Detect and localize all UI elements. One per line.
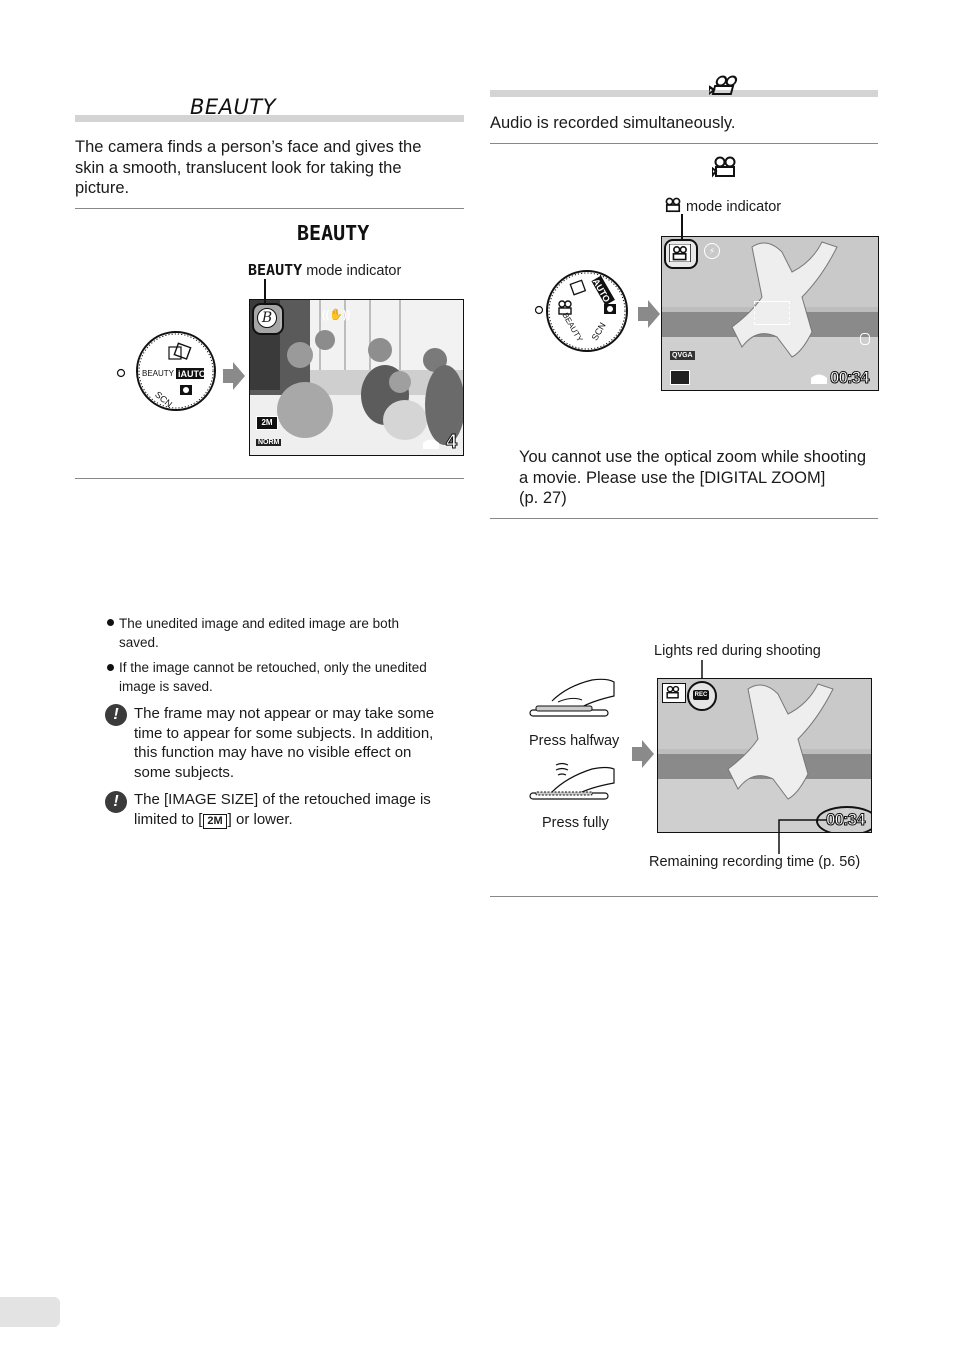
audio-note: Audio is recorded simultaneously. [490,114,736,132]
dial-auto-label: iAUTO [589,274,613,304]
zoom-note-line: a movie. Please use the [DIGITAL ZOOM] [519,468,826,487]
lcd-screen-movie [661,236,879,391]
bullet-dot [107,619,114,626]
af-target-mark [754,301,790,325]
caution-text: ] or lower. [227,810,293,828]
beauty-mode-indicator-icon [252,303,284,335]
remaining-time: 00:34 [830,368,869,387]
compression-icon: NORM [258,439,280,446]
bullet-item [119,614,464,652]
beauty-sub-label: BEAUTY [297,221,370,245]
flash-off-icon: ⚡ [704,243,720,259]
arrow-icon [223,362,245,390]
bullet-dot [107,664,114,671]
caution-icon: ! [105,704,127,726]
press-halfway-label: Press halfway [529,733,620,749]
divider [75,208,464,209]
shutter-press-halfway-illustration [522,676,617,722]
bullet-line: saved. [119,635,159,650]
divider [75,478,464,479]
beauty-letter: B [257,308,277,328]
mode-dial-movie [530,268,635,360]
caution-line: The frame may not appear or may take some [134,705,435,722]
microphone-icon [860,333,870,345]
dial-scn-label: SCN [153,389,175,410]
intro-line: picture. [75,179,130,197]
bullet-line: If the image cannot be retouched, only the unedited [119,660,427,675]
caution-icon: ! [105,791,127,813]
page-number-tab [0,1297,60,1327]
indicator-pointer-line [677,214,687,240]
bullet-line: image is saved. [119,679,213,694]
movie-mode-small-icon [664,197,682,213]
caution-note [134,790,464,829]
remaining-time: 00:34 [826,810,865,829]
image-size-icon: 2M [256,416,278,430]
indicator-text: mode indicator [686,199,782,215]
rec-label: REC [694,692,708,698]
zoom-note-line: (p. 27) [519,489,567,507]
zoom-note-line: You cannot use the optical zoom while shooting [519,448,867,466]
memory-icon [810,373,828,385]
dial-auto-label: iAUTO [178,369,206,379]
mode-dial-beauty [112,325,224,417]
dial-beauty-label: BEAUTY [142,369,175,378]
beauty-intro [75,137,465,199]
lcd-screen-recording [657,678,872,833]
caution-note [134,704,464,782]
section-heading-beauty: BEAUTY [190,95,277,119]
caution-line: this function may have no visible effect on [134,744,412,761]
remaining-pointer-line [775,816,835,854]
intro-line: skin a smooth, translucent look for taking the [75,158,402,177]
caution-line: time to appear for some subjects. In addition, [134,724,434,742]
memory-icon [422,438,440,450]
caution-line [134,810,464,830]
movie-sub-icon [712,156,738,178]
caution-text: limited to [ [134,810,203,828]
lcd-screen-beauty [249,299,464,456]
movie-mode-indicator-icon [664,239,698,269]
remaining-time-label: Remaining recording time (p. 56) [649,854,861,870]
press-fully-label: Press fully [542,815,609,831]
image-size-2m-icon: 2M [203,814,226,829]
image-stabilizer-icon: ((✋)) [322,309,351,321]
movie-mode-icon [662,683,686,703]
caution-line: The [IMAGE SIZE] of the retouched image is [134,791,431,808]
bullet-line: The unedited image and edited image are both [119,616,399,631]
intro-line: The camera finds a person’s face and gives the [75,138,422,156]
shots-remaining: 4 [446,431,458,453]
divider [490,143,878,144]
divider [490,896,878,897]
movie-memory-icon [670,370,690,385]
shutter-press-fully-illustration [522,757,617,803]
beauty-indicator-caption [248,261,401,279]
rec-indicator [687,681,717,711]
caution-line: some subjects. [134,763,235,781]
lights-red-label: Lights red during shooting [654,643,821,659]
indicator-pointer-line [260,279,270,303]
section-heading-bar-movie [490,90,878,97]
divider [490,518,878,519]
beauty-indicator-prefix: BEAUTY [248,261,303,279]
indicator-text: mode indicator [306,263,402,279]
image-quality-badge: QVGA [672,352,693,359]
arrow-icon [638,300,660,328]
dial-beauty-label: BEAUTY [560,311,585,344]
dial-scn-label: SCN [589,320,608,343]
bullet-item [119,658,464,696]
zoom-note [519,447,889,509]
arrow-icon [632,740,654,768]
movie-indicator-caption [664,197,781,215]
movie-mode-heading-icon [709,75,739,97]
